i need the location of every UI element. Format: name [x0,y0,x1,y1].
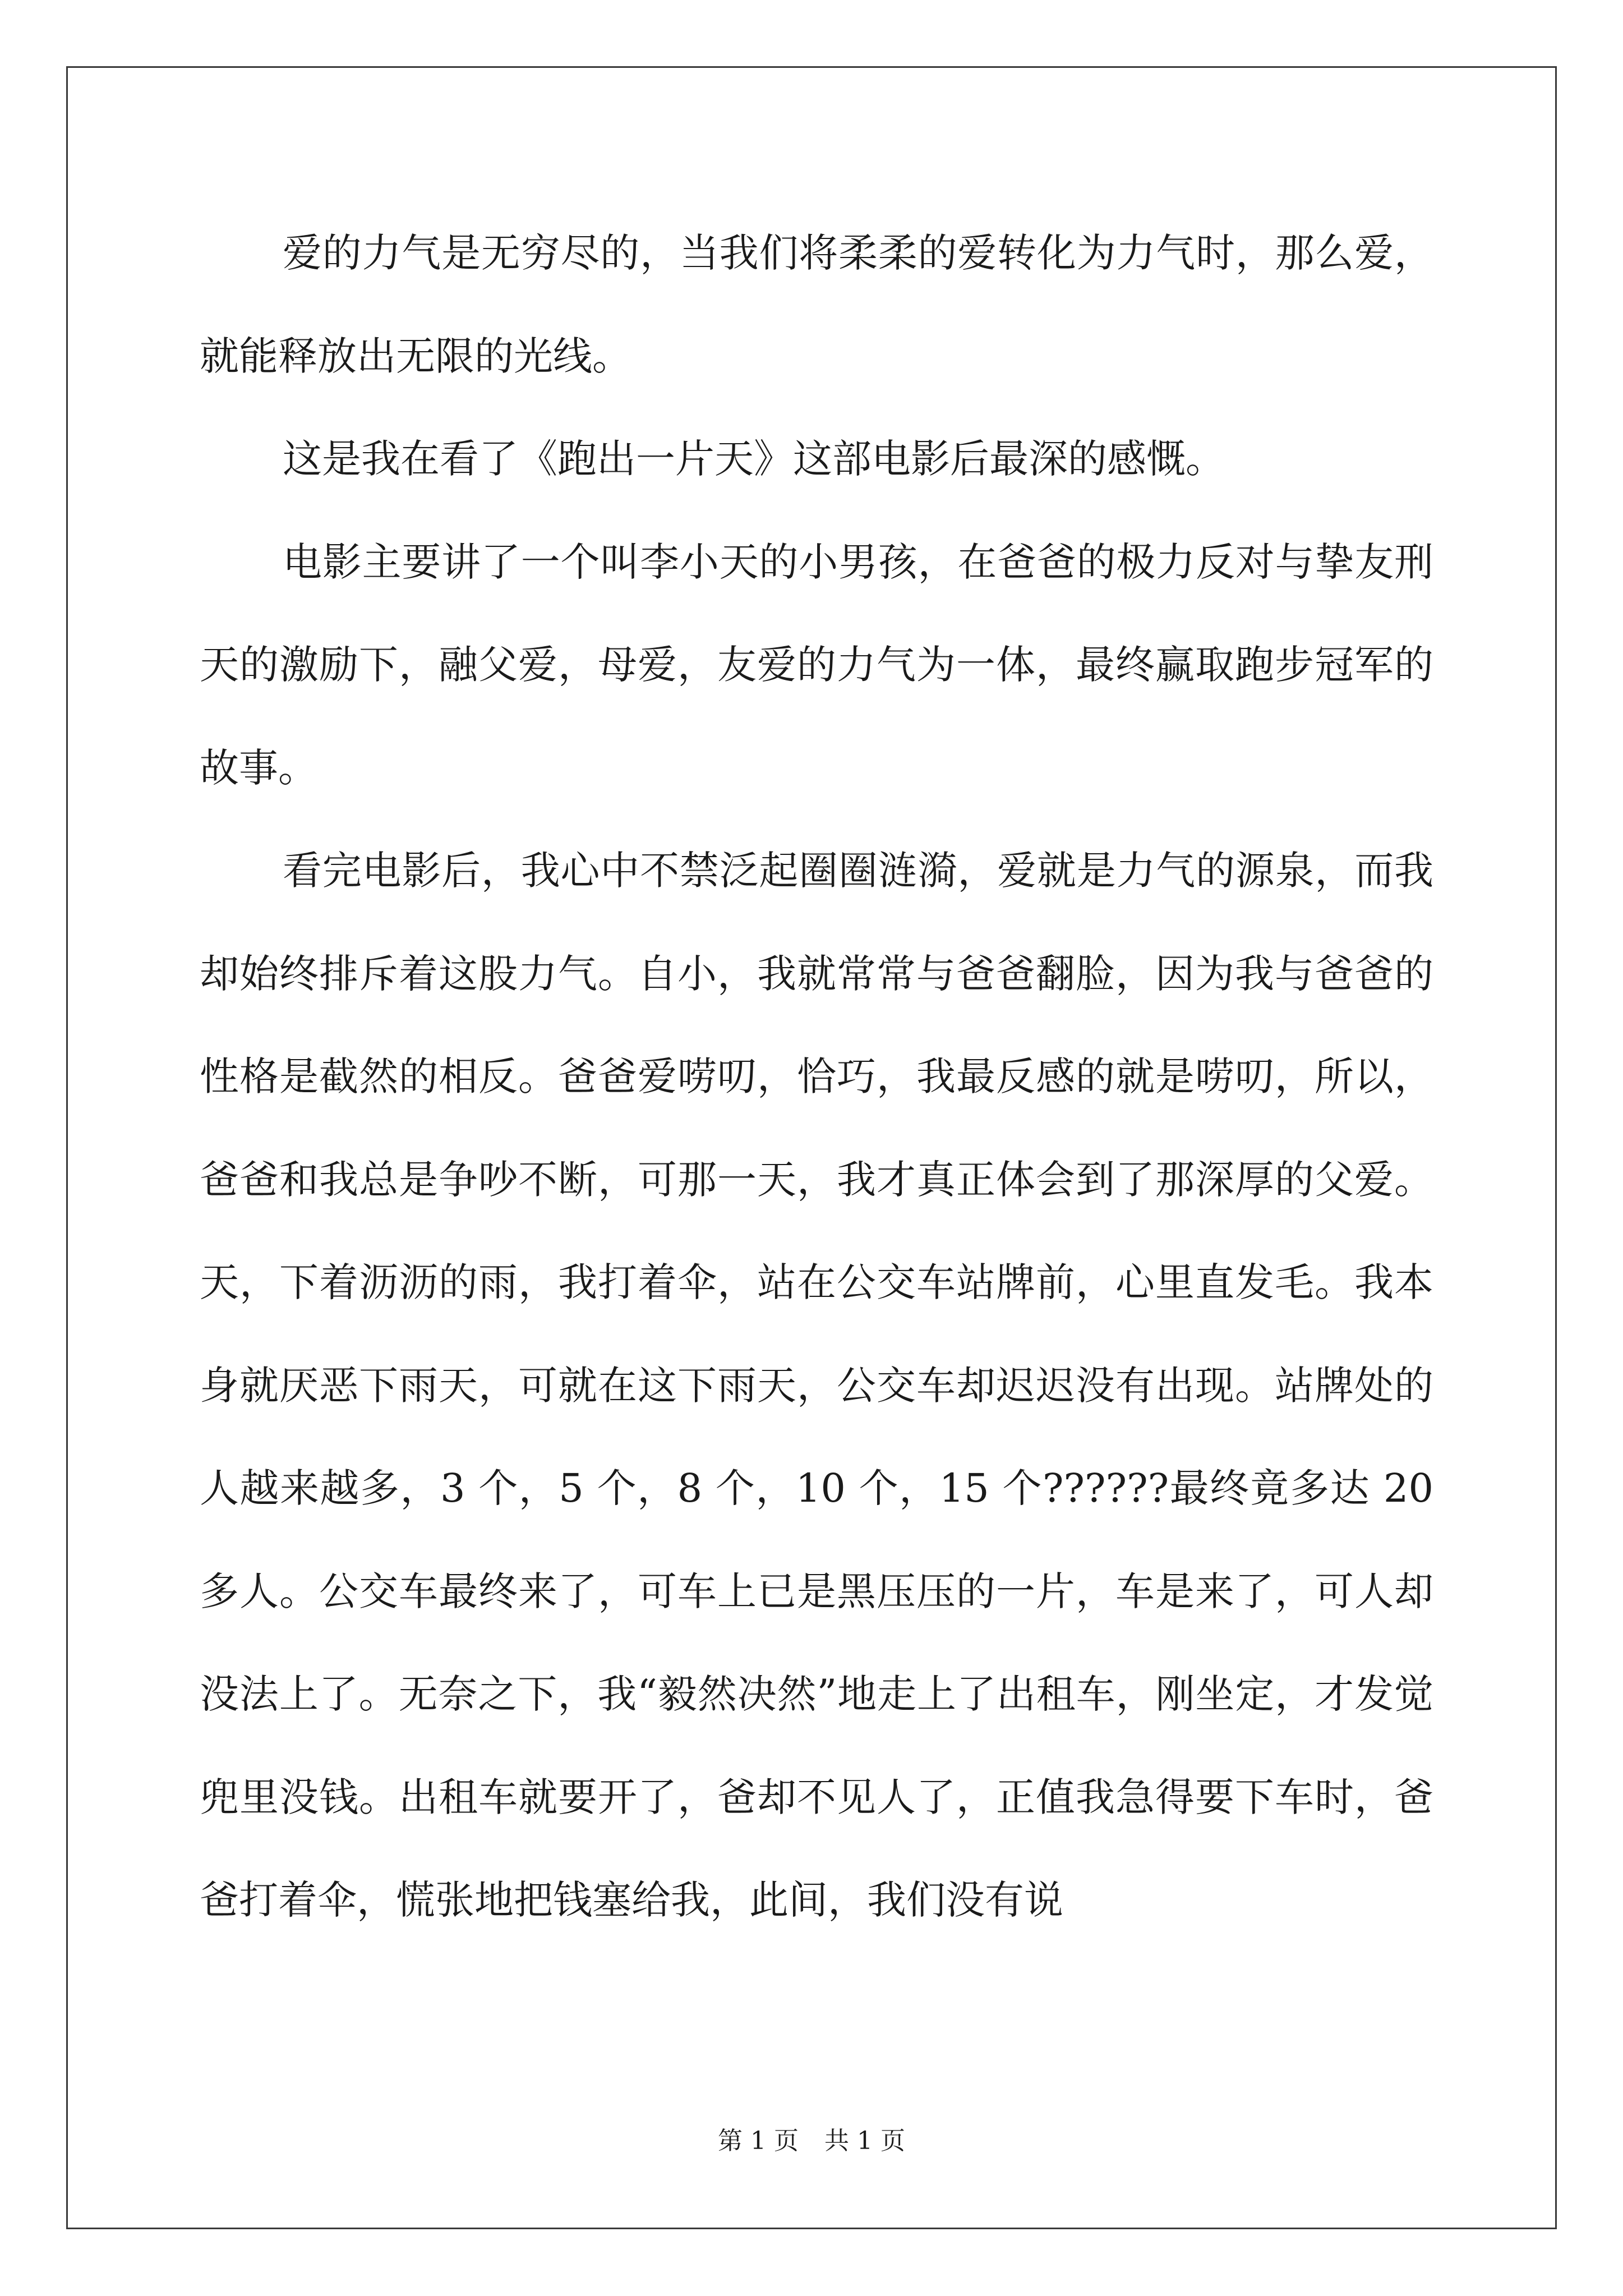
page-footer [0,2120,1623,2156]
paragraph: 看完电影后，我心中不禁泛起圈圈涟漪，爱就是力气的源泉，而我却始终排斥着这股力气。自小，我就常常与爸爸翻脸，因为我与爸爸的性格是截然的相反。爸爸爱唠叨，恰巧，我最反感的就是唠叨，所以，爸爸和我总是争吵不断，可那一天，我才真正体会到了那深厚的父爱。天，下着沥沥的雨，我打着伞，站在公交车站牌前，心里直发毛。我本身就厌恶下雨天，可就在这下雨天，公交车却迟迟没有出现。站牌处的人越来越多，3 个，5 个，8 个，10 个，15 个??????最终竟多达 20 多人。公交车最终来了，可车上已是黑压压的一片，车是来了，可人却没法上了。无奈之下，我“毅然决然”地走上了出租车，刚坐定，才发觉兜里没钱。出租车就要开了，爸却不见人了，正值我急得要下车时，爸爸打着伞，慌张地把钱塞给我，此间，我们没有说 [200,848,1433,1923]
paragraph: 这是我在看了《跑出一片天》这部电影后最深的感慨。 [283,436,1225,482]
document-body [200,202,1433,1952]
page-total: 共 1 页 [824,2127,905,2155]
paragraph: 爱的力气是无穷尽的，当我们将柔柔的爱转化为力气时，那么爱，就能释放出无限的光线。 [200,230,1433,379]
page-number: 第 1 页 [718,2127,799,2155]
paragraph: 电影主要讲了一个叫李小天的小男孩，在爸爸的极力反对与挚友刑天的激励下，融父爱，母爱，友爱的力气为一体，最终赢取跑步冠军的故事。 [200,539,1433,791]
